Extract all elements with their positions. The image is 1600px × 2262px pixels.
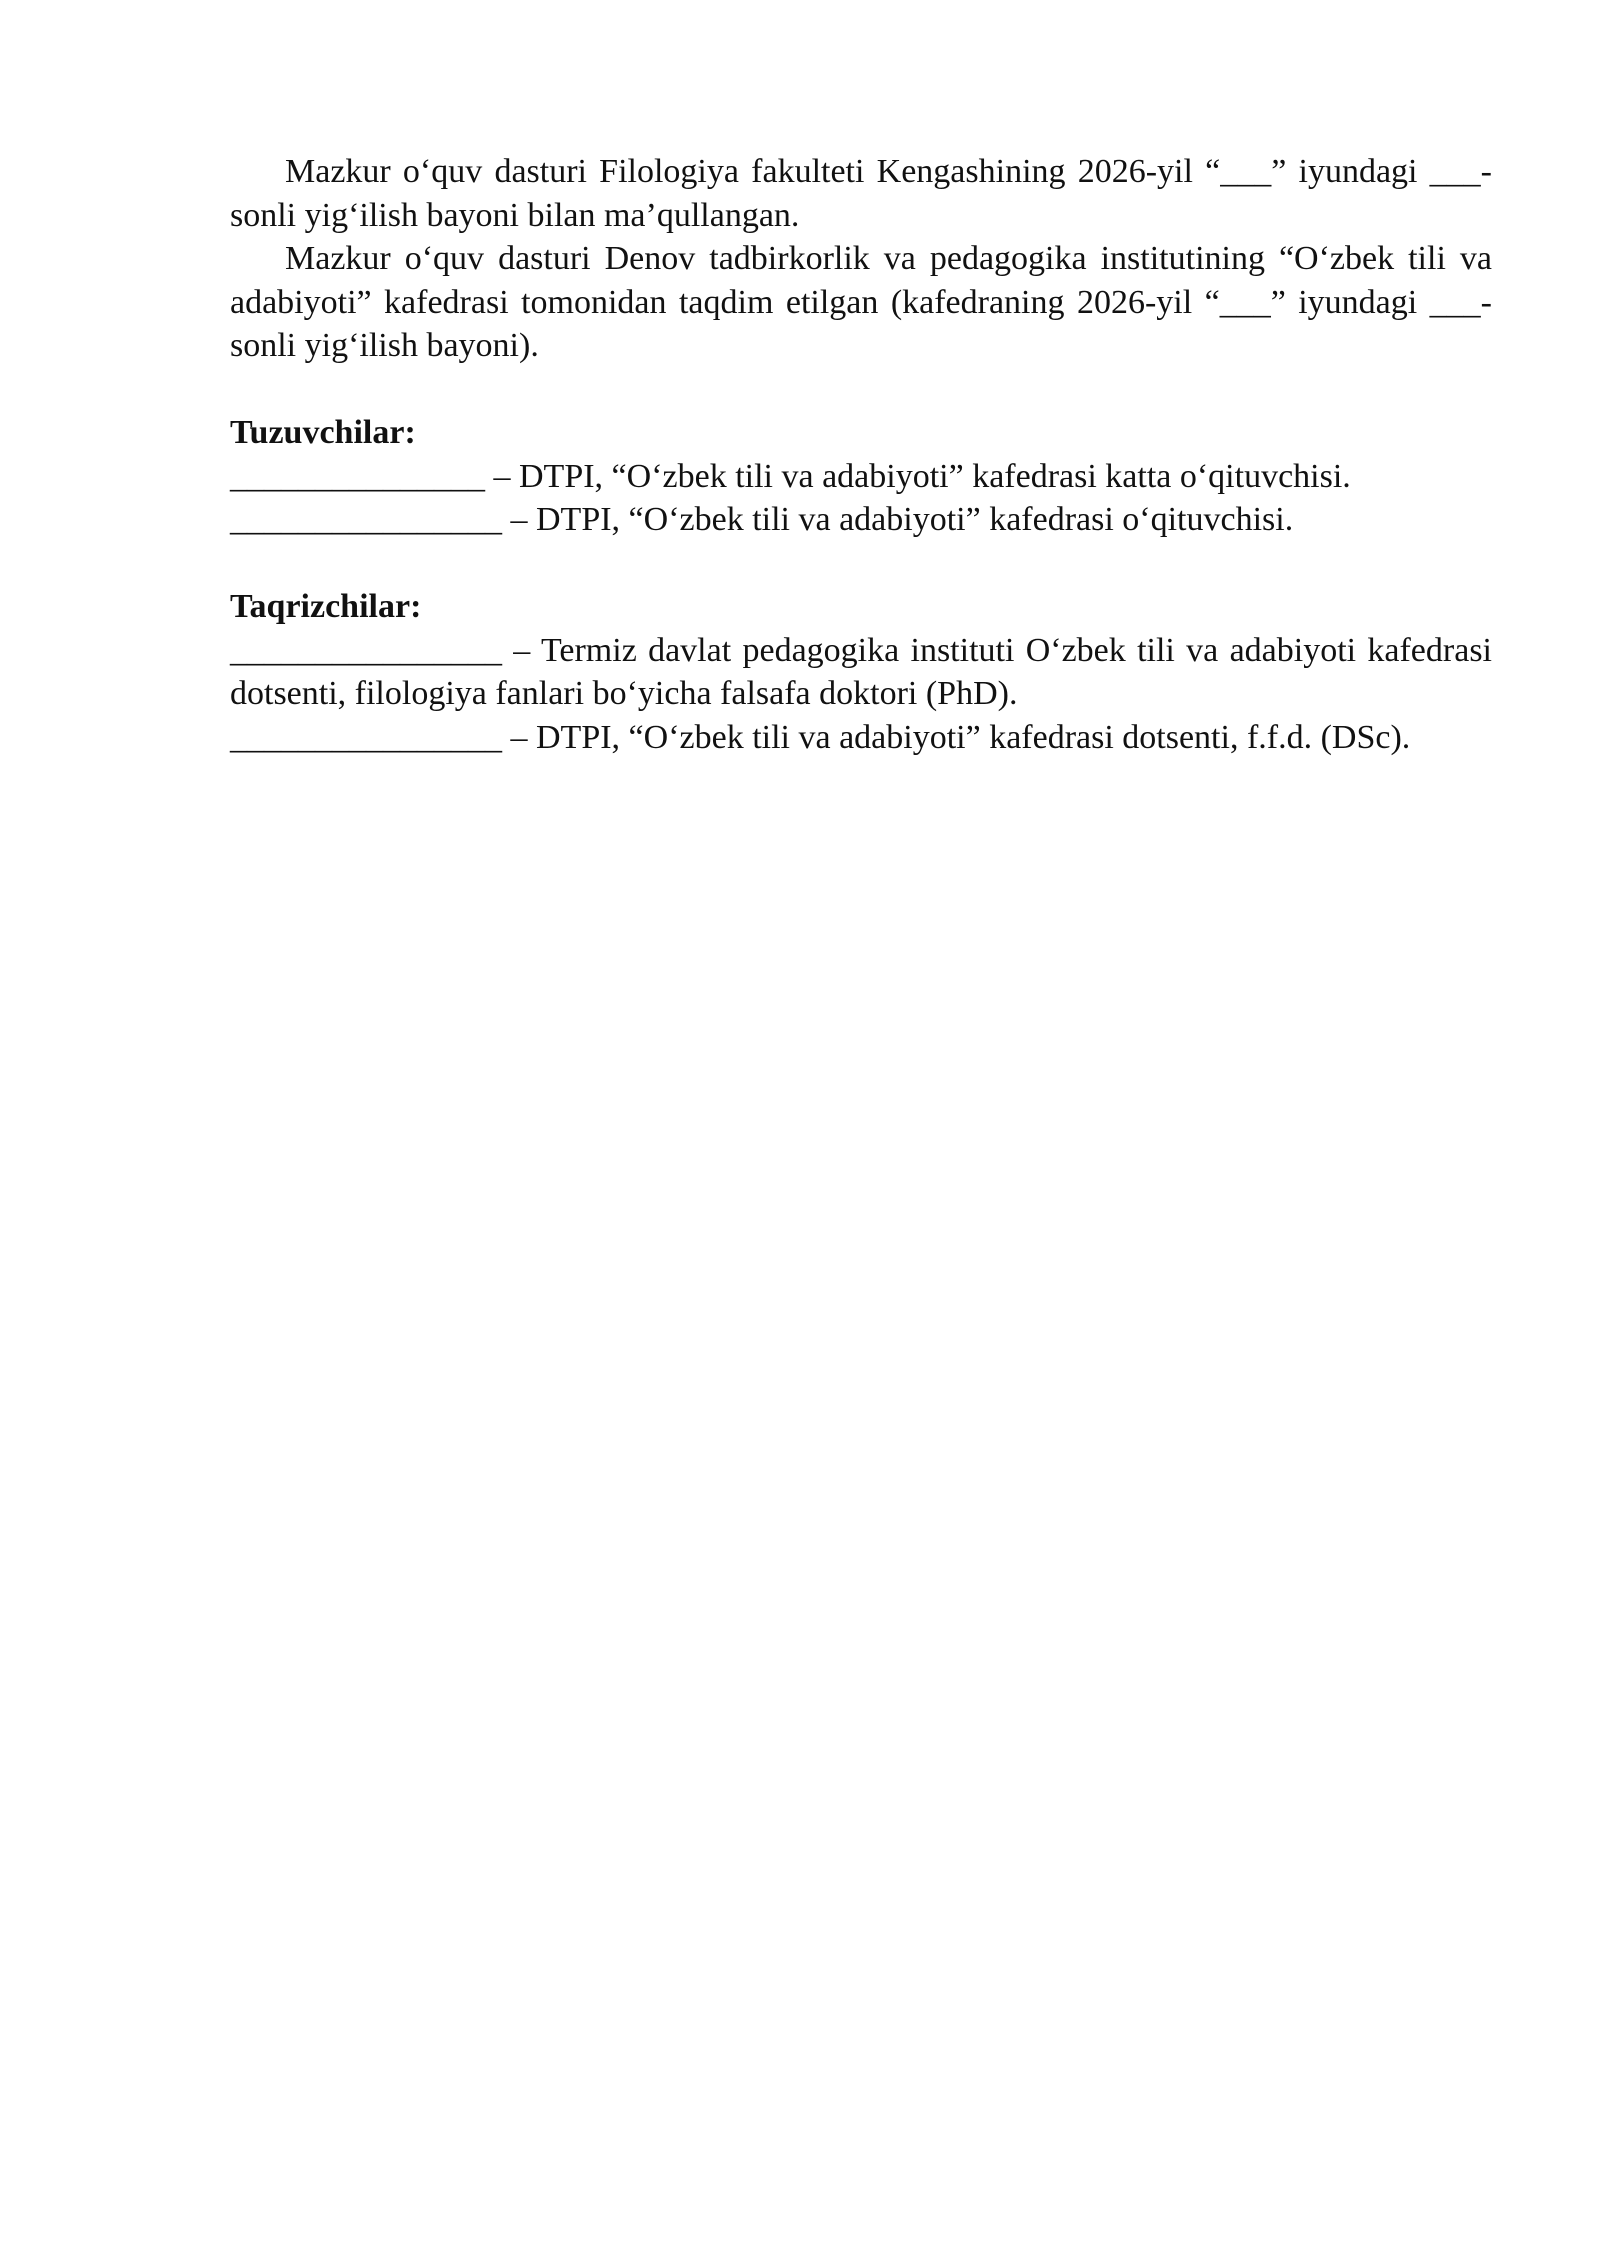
spacer	[230, 368, 1492, 412]
spacer	[230, 542, 1492, 586]
document-body	[230, 150, 1492, 759]
reviewer-entry: ________________ – Termiz davlat pedagogika instituti O‘zbek tili va adabiyoti kafedrasi dotsenti, filologiya fanlari bo‘yicha falsafa doktori (PhD).	[230, 631, 1492, 712]
reviewers-heading: Taqrizchilar:	[230, 588, 422, 625]
author-entry: _______________ – DTPI, “O‘zbek tili va adabiyoti” kafedrasi katta o‘qituvchisi.	[230, 457, 1351, 495]
reviewer-entry: ________________ – DTPI, “O‘zbek tili va adabiyoti” kafedrasi dotsenti, f.f.d. (DSc).	[230, 718, 1411, 756]
presentation-paragraph: Mazkur o‘quv dasturi Denov tadbirkorlik va pedagogika institutining “O‘zbek tili va adabiyoti” kafedrasi tomonidan taqdim etilgan (kafedraning 2026-yil “___” iyundagi ___-sonli yig‘ilish bayoni).	[230, 240, 1492, 364]
approval-paragraph: Mazkur o‘quv dasturi Filologiya fakulteti Kengashining 2026-yil “___” iyundagi ___-sonli yig‘ilish bayoni bilan ma’qullangan.	[230, 153, 1492, 234]
authors-heading: Tuzuvchilar:	[230, 414, 416, 451]
author-entry: ________________ – DTPI, “O‘zbek tili va adabiyoti” kafedrasi o‘qituvchisi.	[230, 501, 1294, 538]
